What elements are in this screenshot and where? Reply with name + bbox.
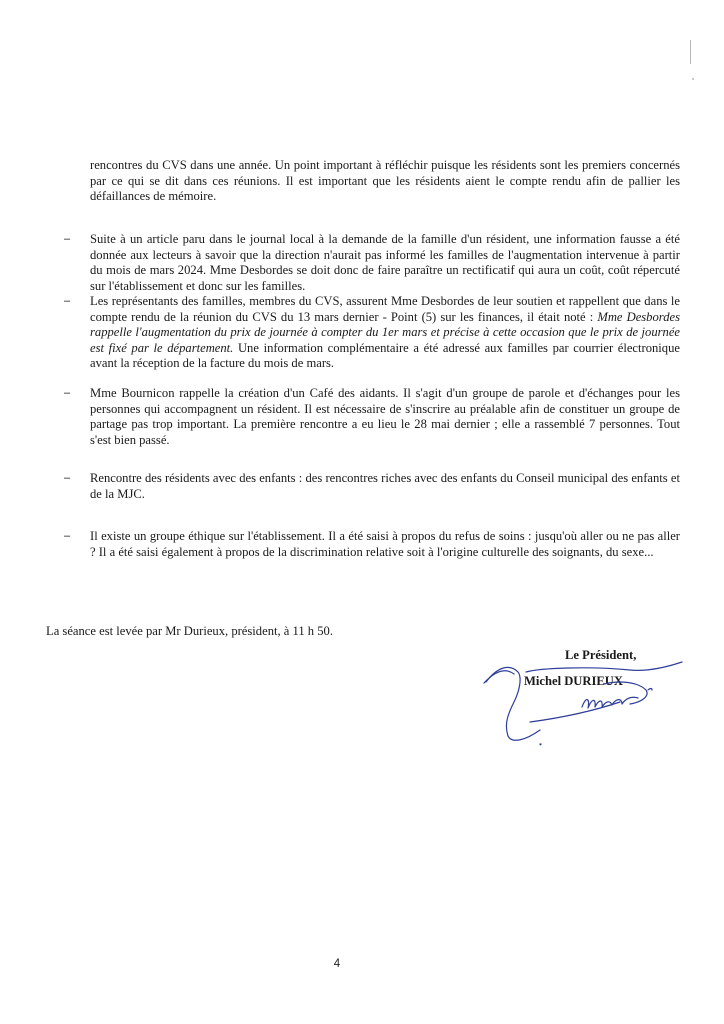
page-number: 4: [333, 958, 341, 970]
list-item: [64, 529, 680, 560]
list-item: [64, 232, 680, 294]
scan-artifact: [690, 40, 691, 64]
signatory-name: Michel DURIEUX: [524, 674, 623, 688]
signature-stroke: [526, 662, 682, 672]
list-item-text: Suite à un article paru dans le journal local à la demande de la famille d'un résident, une information fausse a été donnée aux lecteurs à savoir que la direction n'aurait pas informé les familles de l'augmentation intervenue à partir du mois de mars 2024. Mme Desbordes se doit donc de faire paraître un rectificatif qui aura un coût, coût répercuté sur l'établissement et donc sur les familles.: [90, 232, 680, 293]
list-item-text: Les représentants des familles, membres du CVS, assurent Mme Desbordes de leur soutien et rappellent que dans le compte rendu de la réunion du CVS du 13 mars dernier - Point (5) sur les finances, il était noté :: [90, 294, 680, 324]
handwritten-signature: [470, 652, 690, 747]
dash-bullet: –: [64, 472, 71, 484]
scan-artifact: [692, 78, 694, 80]
signatory-title: Le Président,: [565, 648, 637, 662]
signature-stroke: [540, 744, 541, 745]
dash-bullet: –: [64, 233, 71, 245]
list-item-text: Une information complémentaire a été adressé aux familles par courrier électronique avant la réception de la facture du mois de mars.: [90, 340, 680, 371]
signature-stroke: [486, 667, 540, 740]
signature-stroke: [648, 689, 652, 691]
dash-bullet: –: [64, 295, 71, 307]
list-item: [64, 386, 680, 448]
paragraph-continuation: rencontres du CVS dans une année. Un point important à réfléchir puisque les résidents sont les premiers concernés par ce qui se dit dans ces réunions. Il est important que les résidents aient le compte rendu afin de pallier les défaillances de mémoire.: [90, 158, 680, 204]
list-item: [64, 471, 680, 502]
list-item-text: Mme Bournicon rappelle la création d'un Café des aidants. Il s'agit d'un groupe de parole et d'échanges pour les personnes qui accompagnent un résident. Il est nécessaire de s'inscrire au préalable afin de constituer un groupe de partage pas trop important. La première rencontre a eu lieu le 28 mai dernier ; elle a rassemblé 7 personnes. Tout s'est bien passé.: [90, 386, 680, 447]
closing-statement: La séance est levée par Mr Durieux, président, à 11 h 50.: [46, 624, 333, 638]
list-item-text: Rencontre des résidents avec des enfants : des rencontres riches avec des enfants du Conseil municipal des enfants et de la MJC.: [90, 471, 680, 501]
dash-bullet: –: [64, 530, 71, 542]
signature-stroke: [582, 697, 638, 708]
dash-bullet: –: [64, 387, 71, 399]
signature-stroke: [484, 671, 514, 683]
list-item: [64, 294, 680, 372]
list-item-text: Il existe un groupe éthique sur l'établissement. Il a été saisi à propos du refus de soins : jusqu'où aller ou ne pas aller ? Il a été saisi également à propos de la discrimination relative soit à l'origine culturelle des soignants, du sexe...: [90, 529, 680, 559]
signature-stroke: [530, 702, 620, 722]
list-item-quote: Mme Desbordes rappelle l'augmentation du prix de journée à compter du 1er mars et précise à cette occasion que le prix de journée est fixé par le département.: [90, 309, 680, 355]
